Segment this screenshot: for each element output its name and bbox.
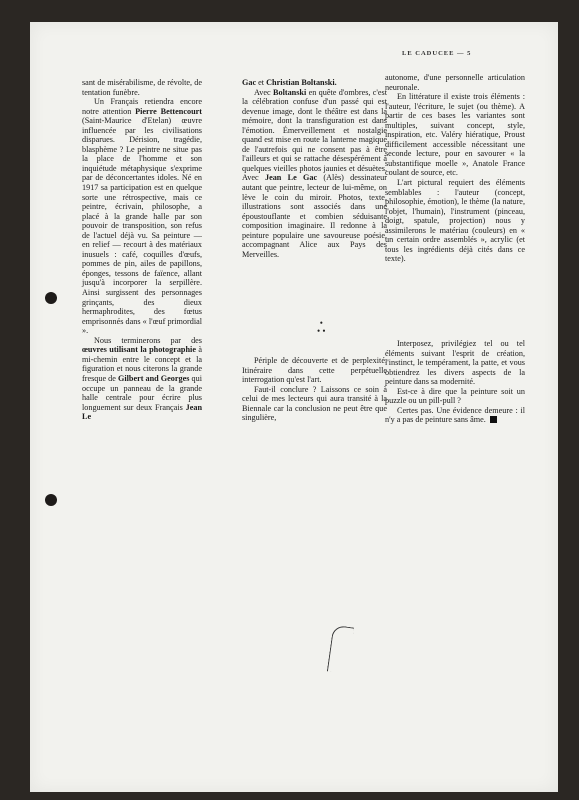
column-right-lower bbox=[385, 339, 525, 425]
paragraph: En littérature il existe trois éléments : l'auteur, l'écriture, le sujet (ou thème). A partir de ces bases les variantes sont multiples, suivant concept, style, inspiration, etc. Valéry hiératique, Proust difficilement accessible nécessitant une seconde lecture, pour en savourer « la substantifique moelle », Anatole France coulant de source, etc. bbox=[385, 92, 525, 178]
paragraph: Gac et Christian Boltanski. bbox=[242, 78, 337, 87]
section-separator: • • • bbox=[317, 318, 326, 336]
punch-hole-bottom bbox=[45, 494, 57, 506]
paragraph: Est-ce à dire que la peinture soit un puzzle ou un pill-pull ? bbox=[385, 386, 525, 406]
paper-sheet bbox=[30, 22, 558, 792]
column-middle bbox=[242, 78, 387, 259]
paragraph: Avec Boltanski en quête d'ombres, c'est la célébration confuse d'un passé qui est devenue image, dont le théâtre est dans la mémoire, dont la transfiguration est dans l'émotion. Émerveillement et nostalgie quand est mise en route la lanterne magique de l'autrefois qui ne consent pas à être l'ailleurs et qui se rattache désespérément à quelques vieilles photos jaunies et désuètes. Avec Jean Le Gac (Alès) dessinateur autant que peintre, lecteur de lui-même, on lève le coin du miroir. Photos, texte, illustrations sont associés dans une époustouflante et combien séduisante composition imaginaire. Il redonne à la peinture populaire une savoureuse poésie, accompagnant Alice aux Pays des Merveilles. bbox=[242, 87, 387, 259]
paragraph: Certes pas. Une évidence demeure : il n'y a pas de peinture sans âme. bbox=[385, 405, 525, 425]
punch-hole-top bbox=[45, 292, 57, 304]
paragraph: Interposez, privilégiez tel ou tel éléments suivant l'esprit de création, l'instinct, le tempérament, la patte, et vous obtiendrez les divers aspects de la peinture dans sa modernité. bbox=[385, 339, 525, 387]
pen-mark bbox=[327, 625, 354, 674]
paragraph: Un Français retiendra encore notre attention Pierre Bettencourt (Saint-Maurice d'Etelan) œuvre influencée par les civilisations disparues. Dérision, tragédie, blasphème ? Le peintre ne situe pas la place de l'homme et son inquiétude métaphysique s'exprime par de déconcertantes idoles. Né en 1917 sa participation est en quelque sorte une rétrospective, mais ce peintre, écrivain, philosophe, a placé à la grande halle par son pouvoir de transposition, son refus de l'actuel déjà vu. Sa peinture — en relief — recourt à des matériaux inusuels : café, coquilles d'œufs, pommes de pin, ailes de papillons, éponges, tessons de faïence, allant jusqu'à incorporer la serpillère. Ainsi surgissent des personnages grinçants, des dieux hermaphrodites, des fœtus emprisonnés dans « l'œuf primordial ». bbox=[82, 97, 202, 336]
paragraph: autonome, d'une personnelle articulation neuronale. bbox=[385, 73, 525, 92]
paragraph: Faut-il conclure ? Laissons ce soin à celui de mes lecteurs qui aura transité à la Biennale car la conclusion ne peut être que singulière, bbox=[242, 384, 387, 423]
paragraph: Périple de découverte et de perplexité. Itinéraire dans cette perpétuelle interrogation qu'est l'art. bbox=[242, 356, 387, 385]
running-header: LE CADUCEE — 5 bbox=[402, 50, 472, 57]
column-middle-lower bbox=[242, 356, 387, 423]
paragraph: Nous terminerons par des œuvres utilisant la photographie à mi-chemin entre le concept et la figuration et nous citerons la grande fresque de Gilbert and Georges qui occupe un panneau de la grande halle centrale pour écrire plus longuement sur deux Français Jean Le bbox=[82, 335, 202, 422]
paragraph: L'art pictural requiert des éléments semblables : l'auteur (concept, philosophie, émotion), le thème (la nature, l'objet, l'humain), l'instrument (pinceau, doigt, spatule, projection) nous y assimilerons le matériau (couleurs) en « un certain ordre assemblés », acrylic (et tous les ingrédients déjà cités dans ce texte). bbox=[385, 178, 525, 264]
column-right bbox=[385, 73, 525, 264]
paragraph: sant de misérabilisme, de révolte, de tentation funèbre. bbox=[82, 78, 202, 97]
end-mark bbox=[490, 416, 497, 423]
column-left bbox=[82, 78, 202, 422]
